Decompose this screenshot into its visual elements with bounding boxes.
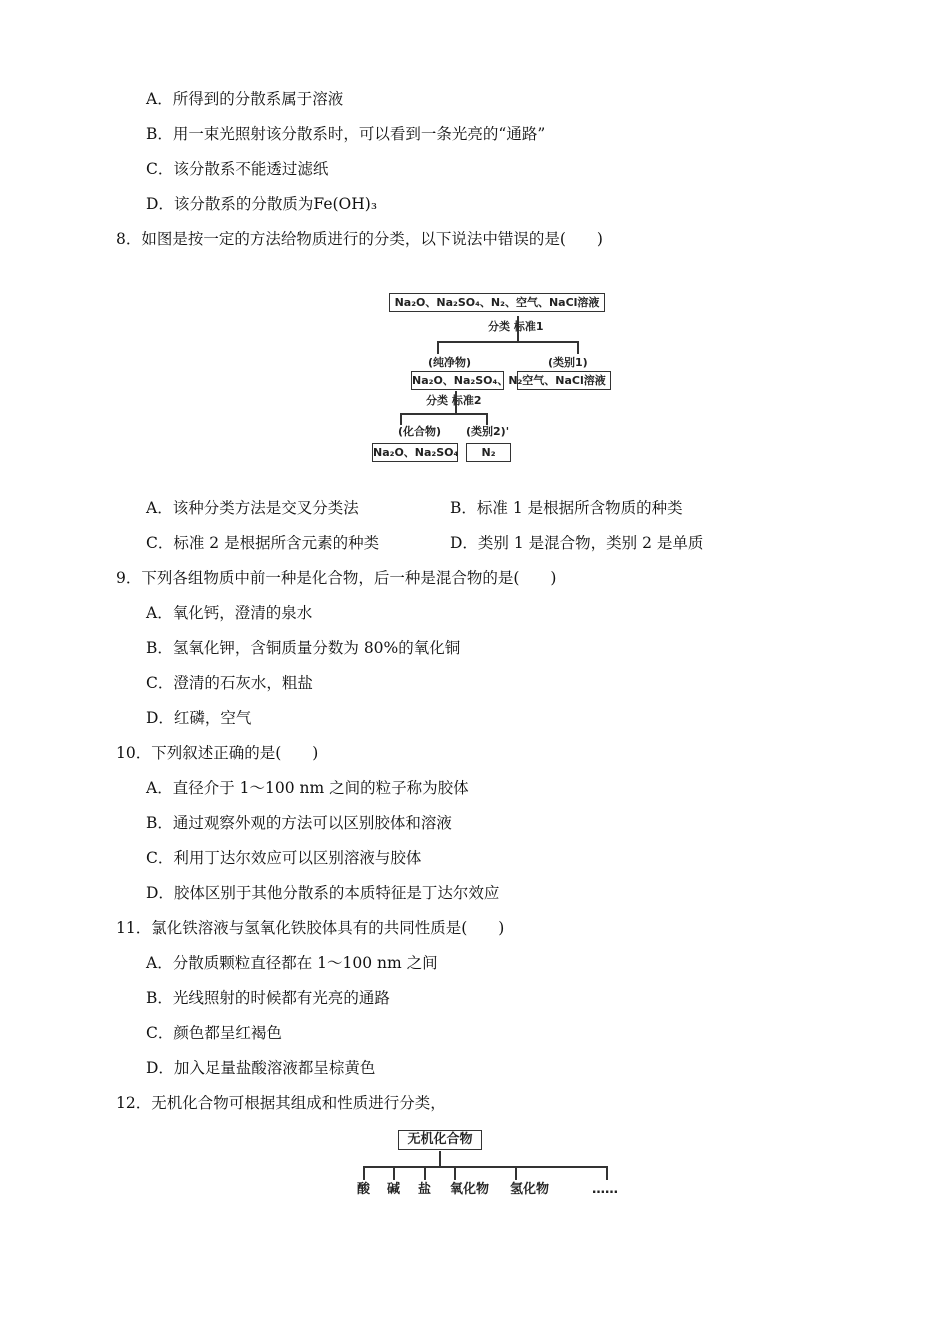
standard-2-label: 分类 标准2 (426, 394, 482, 407)
q10-option-c: C．利用丁达尔效应可以区别溶液与胶体 (146, 849, 422, 867)
connector-line (424, 1166, 426, 1180)
connector-line (393, 1166, 395, 1180)
q12-stem: 12．无机化合物可根据其组成和性质进行分类， (116, 1094, 446, 1112)
connector-line (439, 1151, 441, 1167)
compound-box: Na₂O、Na₂SO₄ (372, 443, 458, 462)
q11-option-b: B．光线照射的时候都有光亮的通路 (146, 989, 390, 1007)
q11-option-a: A．分散质颗粒直径都在 1～100 nm 之间 (146, 954, 438, 972)
connector-line (486, 413, 488, 425)
q8-option-c: C．标准 2 是根据所含元素的种类 (146, 534, 380, 552)
category-2-box: N₂ (466, 443, 511, 462)
connector-line (400, 413, 487, 415)
q9-option-d: D．红磷，空气 (146, 709, 252, 727)
q11-option-c: C．颜色都呈红褐色 (146, 1024, 282, 1042)
q10-stem: 10．下列叙述正确的是( ) (116, 744, 319, 762)
ellipsis-label: …… (592, 1182, 618, 1197)
category-2-label: (类别2)' (466, 425, 510, 438)
q8-option-b: B．标准 1 是根据所含物质的种类 (450, 499, 683, 517)
q7-option-d: D．该分散系的分散质为Fe(OH)₃ (146, 195, 378, 213)
connector-line (454, 1166, 456, 1180)
root-box: 无机化合物 (398, 1130, 482, 1150)
acid-label: 酸 (357, 1182, 371, 1197)
q8-option-d: D．类别 1 是混合物，类别 2 是单质 (450, 534, 704, 552)
q10-option-b: B．通过观察外观的方法可以区别胶体和溶液 (146, 814, 452, 832)
connector-line (515, 1166, 517, 1180)
q9-option-a: A．氧化钙，澄清的泉水 (146, 604, 313, 622)
q7-option-b: B．用一束光照射该分散系时，可以看到一条光亮的“通路” (146, 125, 546, 143)
connector-line (606, 1166, 608, 1180)
connector-line (437, 341, 578, 343)
compound-label: (化合物) (398, 425, 442, 438)
q11-stem: 11．氯化铁溶液与氢氧化铁胶体具有的共同性质是( ) (116, 919, 505, 937)
q7-option-c: C．该分散系不能透过滤纸 (146, 160, 329, 178)
q8-option-a: A．该种分类方法是交叉分类法 (146, 499, 359, 517)
pure-substance-box: Na₂O、Na₂SO₄、N₂ (411, 371, 504, 390)
standard-1-label: 分类 标准1 (488, 320, 544, 333)
q9-option-c: C．澄清的石灰水，粗盐 (146, 674, 313, 692)
diagram-top-box: Na₂O、Na₂SO₄、N₂、空气、NaCl溶液 (389, 293, 605, 312)
salt-label: 盐 (418, 1182, 432, 1197)
connector-line (363, 1166, 608, 1168)
oxide-label: 氧化物 (450, 1182, 490, 1197)
q10-option-d: D．胶体区别于其他分散系的本质特征是丁达尔效应 (146, 884, 500, 902)
q9-option-b: B．氢氧化钾，含铜质量分数为 80%的氧化铜 (146, 639, 461, 657)
connector-line (363, 1166, 365, 1180)
connector-line (577, 341, 579, 354)
hydride-label: 氢化物 (510, 1182, 550, 1197)
connector-line (400, 413, 402, 425)
pure-substance-label: (纯净物) (428, 356, 472, 369)
q8-stem: 8．如图是按一定的方法给物质进行的分类，以下说法中错误的是( ) (116, 230, 603, 248)
category-1-label: (类别1) (548, 356, 588, 369)
q7-option-a: A．所得到的分散系属于溶液 (146, 90, 344, 108)
q11-option-d: D．加入足量盐酸溶液都呈棕黄色 (146, 1059, 376, 1077)
base-label: 碱 (387, 1182, 401, 1197)
connector-line (437, 341, 439, 354)
q10-option-a: A．直径介于 1～100 nm 之间的粒子称为胶体 (146, 779, 469, 797)
category-1-box: 空气、NaCl溶液 (517, 371, 611, 390)
q9-stem: 9．下列各组物质中前一种是化合物，后一种是混合物的是( ) (116, 569, 557, 587)
